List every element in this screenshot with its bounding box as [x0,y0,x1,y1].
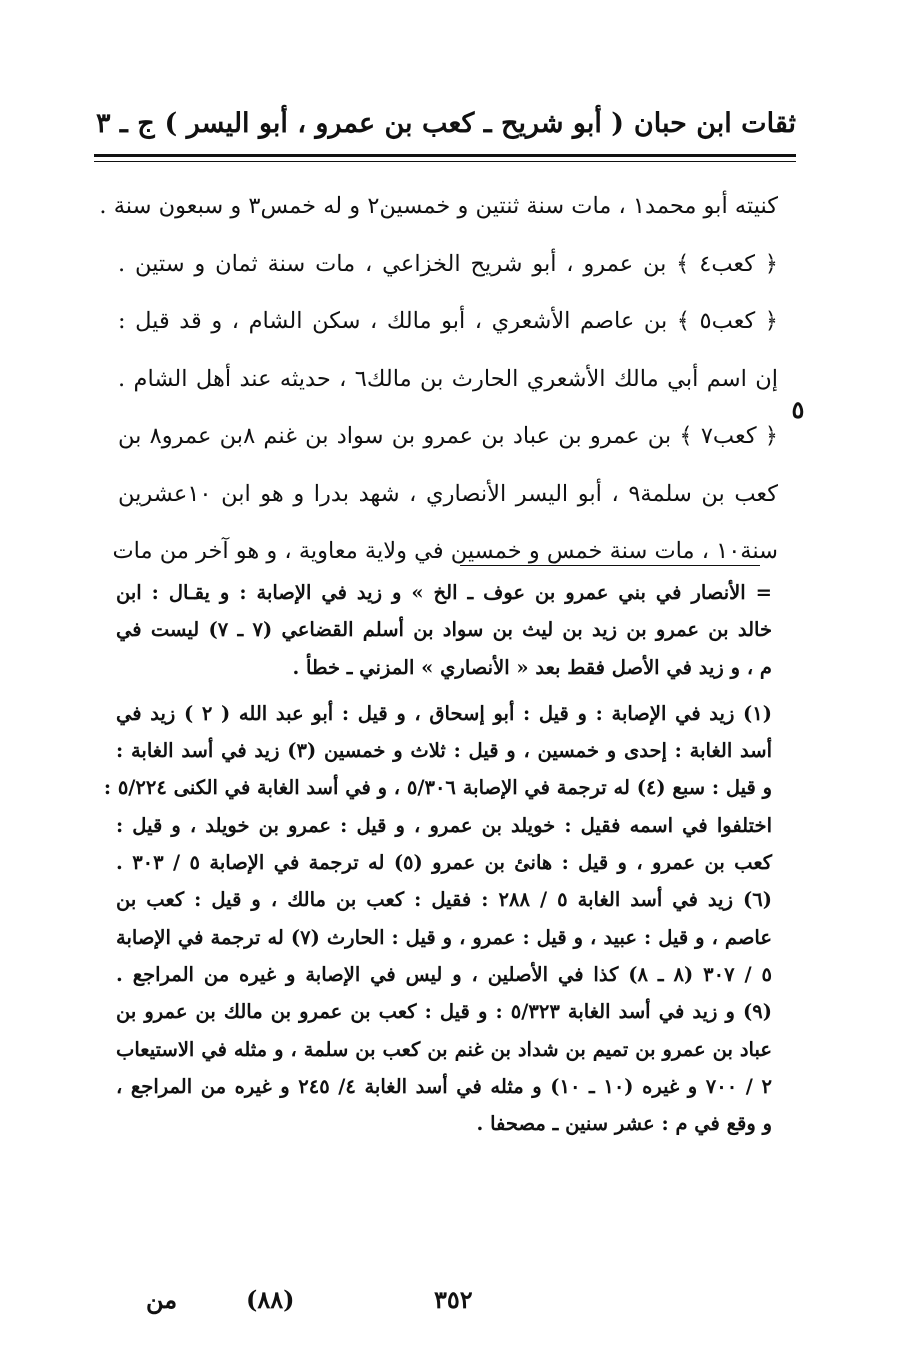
footnote-line: (٩) و زيد في أسد الغابة ٥/٣٢٣ : و قيل : كعب بن عمرو بن مالك بن عمرو بن [116,1000,772,1024]
header-rule-thick [94,154,796,157]
footnote-line: عاصم ، و قيل : عبيد ، و قيل : عمرو ، و قيل : الحارث (٧) له ترجمة في الإصابة [116,925,772,949]
footnotes [103,574,773,1142]
footnote-line: أسد الغابة : إحدى و خمسين ، و قيل : ثلاث و خمسين (٣) زيد في أسد الغابة : [116,739,772,763]
footnote-line: و وقع في م : عشر سنين ـ مصحفا . [476,1112,772,1136]
text-line: كنيته أبو محمد١ ، مات سنة ثنتين و خمسين٢ و له خمس٣ و سبعون سنة . [99,193,778,219]
text-line: ﴿ كعب٤ ﴾ بن عمرو ، أبو شريح الخزاعي ، مات سنة ثمان و ستين . [118,250,778,277]
footnote-line: اختلفوا في اسمه فقيل : خويلد بن عمرو ، و قيل : عمرو بن خويلد ، و قيل : [116,813,772,837]
footnote-line: (١) زيد في الإصابة : و قيل : أبو إسحاق ، و قيل : أبو عبد الله ( ٢ ) زيد في [116,701,772,725]
page-footer [130,1280,780,1320]
text-line: ﴿ كعب٧ ﴾ بن عمرو بن عباد بن عمرو بن سواد بن غنم ٨بن عمرو٨ بن [118,423,778,449]
header-rule-thin [94,161,796,162]
main-text [99,178,779,581]
running-header [96,96,796,150]
text-line: ﴿ كعب٥ ﴾ بن عاصم الأشعري ، أبو مالك ، سكن الشام ، و قد قيل : [118,308,778,334]
footnote-separator [460,565,760,566]
page-number: ٣٥٢ [434,1285,473,1314]
book-title: ثقات ابن حبان [633,107,796,139]
text-line: كعب بن سلمة٩ ، أبو اليسر الأنصاري ، شهد بدرا و هو ابن ١٠عشرين [118,480,779,507]
catchword: من [146,1285,178,1314]
footnote-line: ٥ / ٣٠٧ (٨ ـ ٨) كذا في الأصلين ، و ليس في الإصابة و غيره من المراجع . [116,962,773,986]
footnote-line: عباد بن عمرو بن تميم بن شداد بن غنم بن كعب بن سلمة ، و مثله في الاستيعاب [116,1037,772,1061]
line-number-marker: ٥ [791,395,805,424]
volume-label: ج ـ ٣ [96,107,155,139]
text-line: سنة١٠ ، مات سنة خمس و خمسين في ولاية معاوية ، و هو آخر من مات [112,538,778,564]
footnote-line: و قيل : سبع (٤) له ترجمة في الإصابة ٥/٣٠٦ ، و في أسد الغابة في الكنى ٥/٢٢٤ : [103,776,772,800]
signature-mark: (٨٨) [246,1285,295,1314]
footnote-line: خالد بن عمرو بن زيد بن ليث بن سواد بن أسلم القضاعي (٧ ـ ٧) ليست في [116,618,773,642]
footnote-line: = الأنصار في بني عمرو بن عوف ـ الخ » و زيد في الإصابة : و يقـال : ابن [116,581,772,604]
text-line: إن اسم أبي مالك الأشعري الحارث بن مالك٦ ، حديثه عند أهل الشام . [118,365,778,392]
footnote-line: كعب بن عمرو ، و قيل : هانئ بن عمرو (٥) له ترجمة في الإصابة ٥ / ٣٠٣ . [116,851,773,875]
footnote-line: م ، و زيد في الأصل فقط بعد « الأنصاري » المزني ـ خطأ . [292,655,772,679]
footnote-line: (٦) زيد في أسد الغابة ٥ / ٢٨٨ : فقيل : كعب بن مالك ، و قيل : كعب بن [116,888,772,912]
footnote-line: ٢ / ٧٠٠ و غيره (١٠ ـ ١٠) و مثله في أسد الغابة ٤/ ٢٤٥ و غيره من المراجع ، [116,1074,772,1098]
section-title: ( أبو شريح ـ كعب بن عمرو ، أبو اليسر ) [164,107,625,139]
